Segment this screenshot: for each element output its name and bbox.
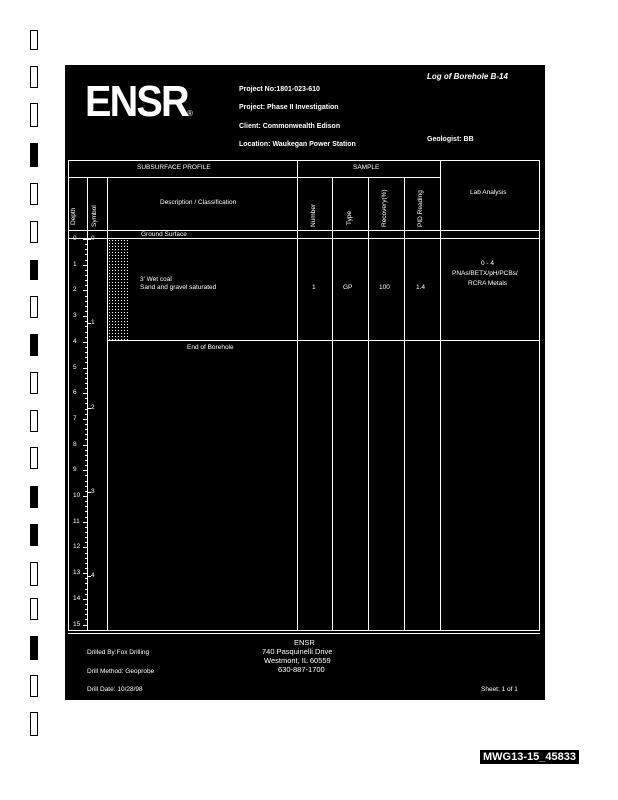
depth-ft-label: 4 [73,337,77,345]
depth-minor-tick [85,614,88,615]
depth-ft-label: 0 [73,235,77,242]
depth-ft-tick [83,470,88,471]
depth-ft-tick [83,547,88,548]
edge-mark [30,260,38,280]
depth-minor-tick [85,609,88,610]
footer-address-2: Westmont, IL 60559 [264,656,331,665]
soil-symbol [108,239,130,340]
depth-minor-tick [85,280,88,281]
edge-mark [30,410,38,432]
depth-minor-tick [85,285,88,286]
depth-ft-tick [83,599,88,600]
depth-minor-tick [85,306,88,307]
end-of-borehole: End of Borehole [187,344,234,351]
depth-minor-tick [85,311,88,312]
depth-minor-tick [85,568,88,569]
depth-ft-label: 1 [73,260,77,268]
depth-m-label: 1 [91,319,95,327]
depth-minor-tick [85,429,88,430]
depth-minor-tick [85,337,88,338]
depth-minor-tick [85,326,88,327]
registered-mark: ® [187,109,193,118]
location: Location: Waukegan Power Station [239,141,356,148]
edge-mark [30,183,38,205]
edge-mark [30,486,38,508]
edge-mark [30,712,38,736]
depth-minor-tick [85,511,88,512]
edge-mark [30,372,38,394]
drill-method: Drill Method: Geoprobe [87,668,155,675]
depth-minor-tick [85,481,88,482]
depth-m-label: 4 [91,572,95,580]
depth-ft-tick [83,419,88,420]
depth-minor-tick [85,604,88,605]
depth-minor-tick [85,409,88,410]
depth-minor-tick [85,260,88,261]
footer-company: ENSR [294,638,315,647]
recovery-header: Recovery(%) [381,189,388,227]
pid-reading: 1.4 [416,284,426,291]
symbol-header: Symbol [91,205,98,227]
depth-minor-tick [85,378,88,379]
edge-mark [30,66,38,88]
depth-ft-label: 11 [73,517,80,525]
depth-minor-tick [85,589,88,590]
depth-ft-label: 10 [73,492,81,499]
depth-m-label: 0 [91,235,95,242]
edge-mark [30,562,38,586]
depth-minor-tick [85,619,88,620]
depth-minor-tick [85,254,88,255]
depth-minor-tick [85,450,88,451]
depth-ft-label: 15 [73,620,81,628]
edge-mark [30,296,38,318]
depth-minor-tick [85,362,88,363]
geologist: Geologist: BB [427,136,474,143]
edge-mark [30,221,38,243]
depth-ft-tick [83,445,88,446]
depth-m-label: 3 [91,487,95,495]
depth-minor-tick [85,244,88,245]
depth-minor-tick [85,434,88,435]
depth-ft-label: 3 [73,312,77,320]
sample-number: 1 [312,284,316,291]
edge-mark [30,598,38,620]
drilled-by: Drilled By:Fox Drilling [87,649,150,656]
description-line-1: 3' Wet coal [140,276,172,283]
depth-ft-tick [83,342,88,343]
depth-minor-tick [85,439,88,440]
depth-ft-tick [83,625,88,626]
depth-minor-tick [85,296,88,297]
depth-minor-tick [85,352,88,353]
type-header: Type [346,210,353,225]
depth-ft-tick [83,265,88,266]
depth-minor-tick [85,424,88,425]
edge-mark [30,524,38,546]
footer-address-1: 740 Pasquinelli Drive [262,647,333,656]
edge-mark [30,447,38,469]
depth-minor-tick [85,403,88,404]
depth-minor-tick [85,332,88,333]
depth-minor-tick [85,578,88,579]
company-logo: ENSR [85,77,188,126]
subsurface-profile-header: SUBSURFACE PROFILE [137,164,211,171]
depth-m-tick [87,492,91,493]
depth-minor-tick [85,563,88,564]
lab-analysis-header: Lab Analysis [470,189,507,196]
depth-minor-tick [85,475,88,476]
ground-surface: Ground Surface [141,231,187,238]
document-id: MWG13-15_45833 [480,750,579,764]
depth-minor-tick [85,558,88,559]
depth-minor-tick [85,501,88,502]
edge-mark [30,143,38,167]
depth-minor-tick [85,594,88,595]
depth-minor-tick [85,347,88,348]
project-name: Project: Phase II Investigation [239,104,339,111]
depth-ft-label: 2 [73,286,77,294]
drill-date: Drill Date: 10/28/98 [87,686,143,693]
depth-minor-tick [85,388,88,389]
edge-mark [30,103,38,127]
depth-minor-tick [85,383,88,384]
description-header: Description / Classification [160,199,237,206]
depth-ft-label: 12 [73,543,81,551]
depth-ft-label: 6 [73,389,77,397]
depth-minor-tick [85,465,88,466]
depth-ft-label: 8 [73,440,77,448]
number-header: Number [310,203,317,227]
depth-ft-tick [83,368,88,369]
lab-metals: RCRA Metals [468,280,508,287]
depth-minor-tick [85,553,88,554]
depth-minor-tick [85,373,88,374]
depth-minor-tick [85,542,88,543]
depth-minor-tick [85,414,88,415]
edge-mark [30,636,38,660]
depth-ft-tick [83,393,88,394]
sheet-number: Sheet: 1 of 1 [481,686,518,693]
depth-ft-label: 14 [73,594,81,602]
sample-type: GP [343,284,353,291]
depth-minor-tick [85,249,88,250]
depth-minor-tick [85,460,88,461]
depth-ft-tick [83,316,88,317]
project-number: Project No:1801-023-610 [239,86,320,93]
depth-minor-tick [85,532,88,533]
depth-m-tick [87,239,91,240]
depth-minor-tick [85,357,88,358]
client: Client: Commonwealth Edison [239,123,341,130]
depth-ft-label: 9 [73,466,77,474]
log-title: Log of Borehole B-14 [427,72,508,81]
sample-header: SAMPLE [353,164,380,171]
depth-minor-tick [85,537,88,538]
borehole-log [65,65,545,700]
depth-ft-tick [83,290,88,291]
depth-minor-tick [85,486,88,487]
edge-mark [30,334,38,356]
depth-header: Depth [70,207,77,225]
depth-minor-tick [85,275,88,276]
depth-m-tick [87,576,91,577]
pid-header: PID Reading [417,190,424,227]
depth-ft-tick [83,496,88,497]
lab-analytes: PNAs/BETX/pH/PCBs/ [452,270,518,277]
footer-phone: 630-887-1700 [278,665,325,674]
depth-ft-label: 13 [73,569,81,577]
depth-m-tick [87,323,91,324]
depth-minor-tick [85,527,88,528]
edge-mark [30,30,38,50]
depth-minor-tick [85,517,88,518]
depth-ft-label: 5 [73,363,77,371]
description-line-2: Sand and gravel saturated [140,284,217,291]
lab-interval: 0 - 4 [481,260,495,267]
depth-minor-tick [85,583,88,584]
depth-ft-label: 7 [73,414,77,422]
depth-m-label: 2 [91,403,95,411]
sample-recovery: 100 [379,284,390,291]
depth-minor-tick [85,506,88,507]
depth-ft-tick [83,573,88,574]
depth-minor-tick [85,301,88,302]
depth-minor-tick [85,455,88,456]
depth-minor-tick [85,321,88,322]
depth-minor-tick [85,398,88,399]
edge-mark [30,675,38,697]
depth-m-tick [87,408,91,409]
depth-minor-tick [85,270,88,271]
depth-ft-tick [83,522,88,523]
